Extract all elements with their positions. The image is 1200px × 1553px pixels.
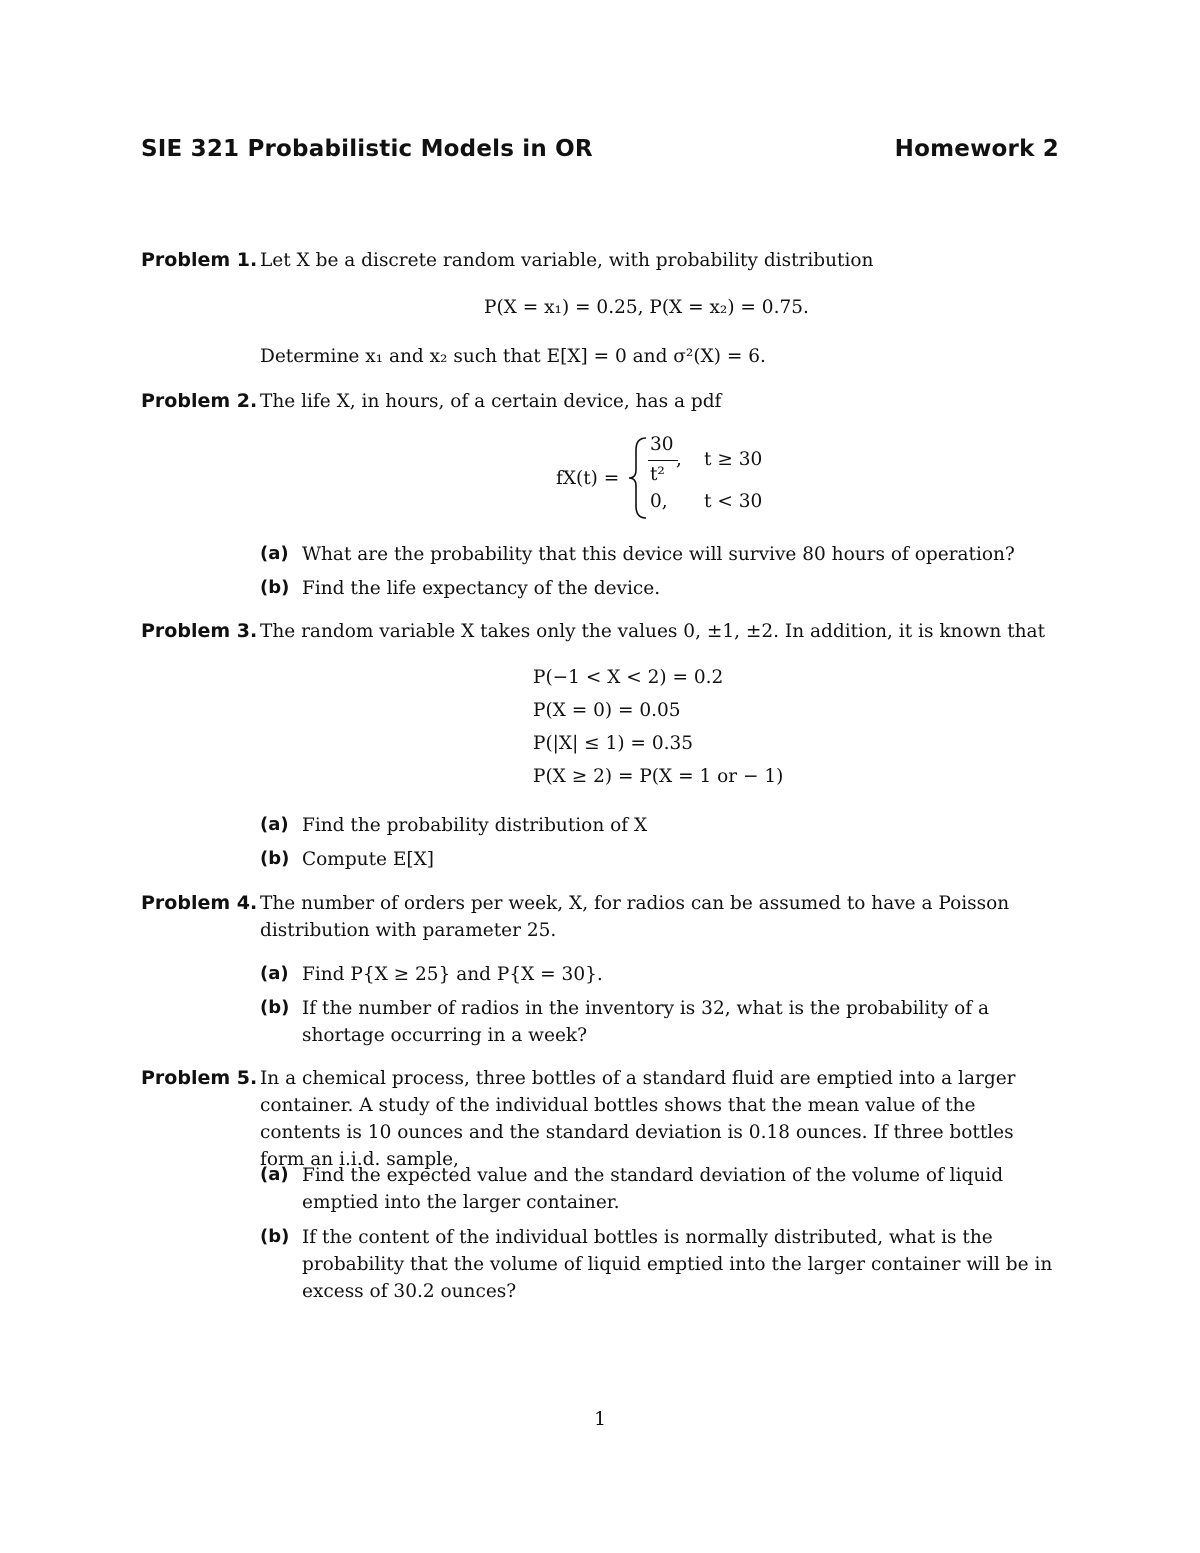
left-brace-icon [626, 436, 650, 520]
problem-5-label: Problem 5. [141, 1067, 258, 1089]
problem-5a-label: (a) [260, 1164, 289, 1185]
case1-denominator: t² [650, 464, 665, 485]
problem-1-label: Problem 1. [141, 249, 258, 271]
problem-2b-label: (b) [260, 577, 290, 598]
problem-3-intro: The random variable X takes only the values 0, ±1, ±2. In addition, it is known that [260, 621, 1046, 642]
problem-3a-text: Find the probability distribution of X [302, 815, 648, 836]
case2-condition: t < 30 [704, 491, 763, 512]
constraint-3: P(|X| ≤ 1) = 0.35 [533, 733, 694, 754]
problem-5b-label: (b) [260, 1226, 290, 1247]
course-title: SIE 321 Probabilistic Models in OR [141, 136, 593, 162]
constraint-2: P(X = 0) = 0.05 [533, 700, 681, 721]
problem-5b-text: If the content of the individual bottles is normally distributed, what is the probability that the volume of liquid emptied into the larger container will be in excess of 30.2 ounces? [302, 1227, 1053, 1302]
problem-1-task: Determine x₁ and x₂ such that E[X] = 0 and σ²(X) = 6. [260, 346, 766, 367]
problem-5a-text: Find the expected value and the standard deviation of the volume of liquid emptied into the larger container. [302, 1165, 1004, 1213]
problem-2-intro: The life X, in hours, of a certain device, has a pdf [260, 391, 722, 412]
case2-value: 0, [650, 491, 668, 512]
constraint-1: P(−1 < X < 2) = 0.2 [533, 667, 724, 688]
problem-2b-text: Find the life expectancy of the device. [302, 578, 661, 599]
case1-condition: t ≥ 30 [704, 449, 763, 470]
assignment-title: Homework 2 [894, 136, 1059, 162]
problem-3b-label: (b) [260, 848, 290, 869]
problem-4b-text: If the number of radios in the inventory is 32, what is the probability of a shortage occurring in a week? [302, 998, 990, 1046]
problem-2-label: Problem 2. [141, 390, 258, 412]
problem-1-intro: Let X be a discrete random variable, with probability distribution [260, 250, 874, 271]
problem-4b-label: (b) [260, 997, 290, 1018]
problem-2a-label: (a) [260, 543, 289, 564]
problem-1-equation: P(X = x₁) = 0.25, P(X = x₂) = 0.75. [484, 297, 809, 318]
case1-numerator: 30 [650, 434, 674, 455]
fraction-bar [648, 460, 678, 461]
problem-5-intro: In a chemical process, three bottles of a standard fluid are emptied into a larger container. A study of the individual bottles shows that the mean value of the contents is 10 ounces and the standard deviation is 0.18 ounces. If three bottles form an i.i.d. sample, [260, 1068, 1016, 1170]
problem-2a-text: What are the probability that this device will survive 80 hours of operation? [302, 544, 1015, 565]
problem-3b-text: Compute E[X] [302, 849, 434, 870]
problem-4-label: Problem 4. [141, 892, 258, 914]
problem-4a-label: (a) [260, 963, 289, 984]
page-header [141, 136, 1059, 162]
case1-comma: , [676, 449, 682, 470]
problem-3-label: Problem 3. [141, 620, 258, 642]
constraint-4: P(X ≥ 2) = P(X = 1 or − 1) [533, 766, 784, 787]
problem-4a-text: Find P{X ≥ 25} and P{X = 30}. [302, 964, 603, 985]
problem-4-intro: The number of orders per week, X, for radios can be assumed to have a Poisson distribution with parameter 25. [260, 893, 1010, 941]
problem-3a-label: (a) [260, 814, 289, 835]
page-number: 1 [593, 1408, 607, 1430]
pdf-lhs: fX(t) = [556, 468, 620, 489]
